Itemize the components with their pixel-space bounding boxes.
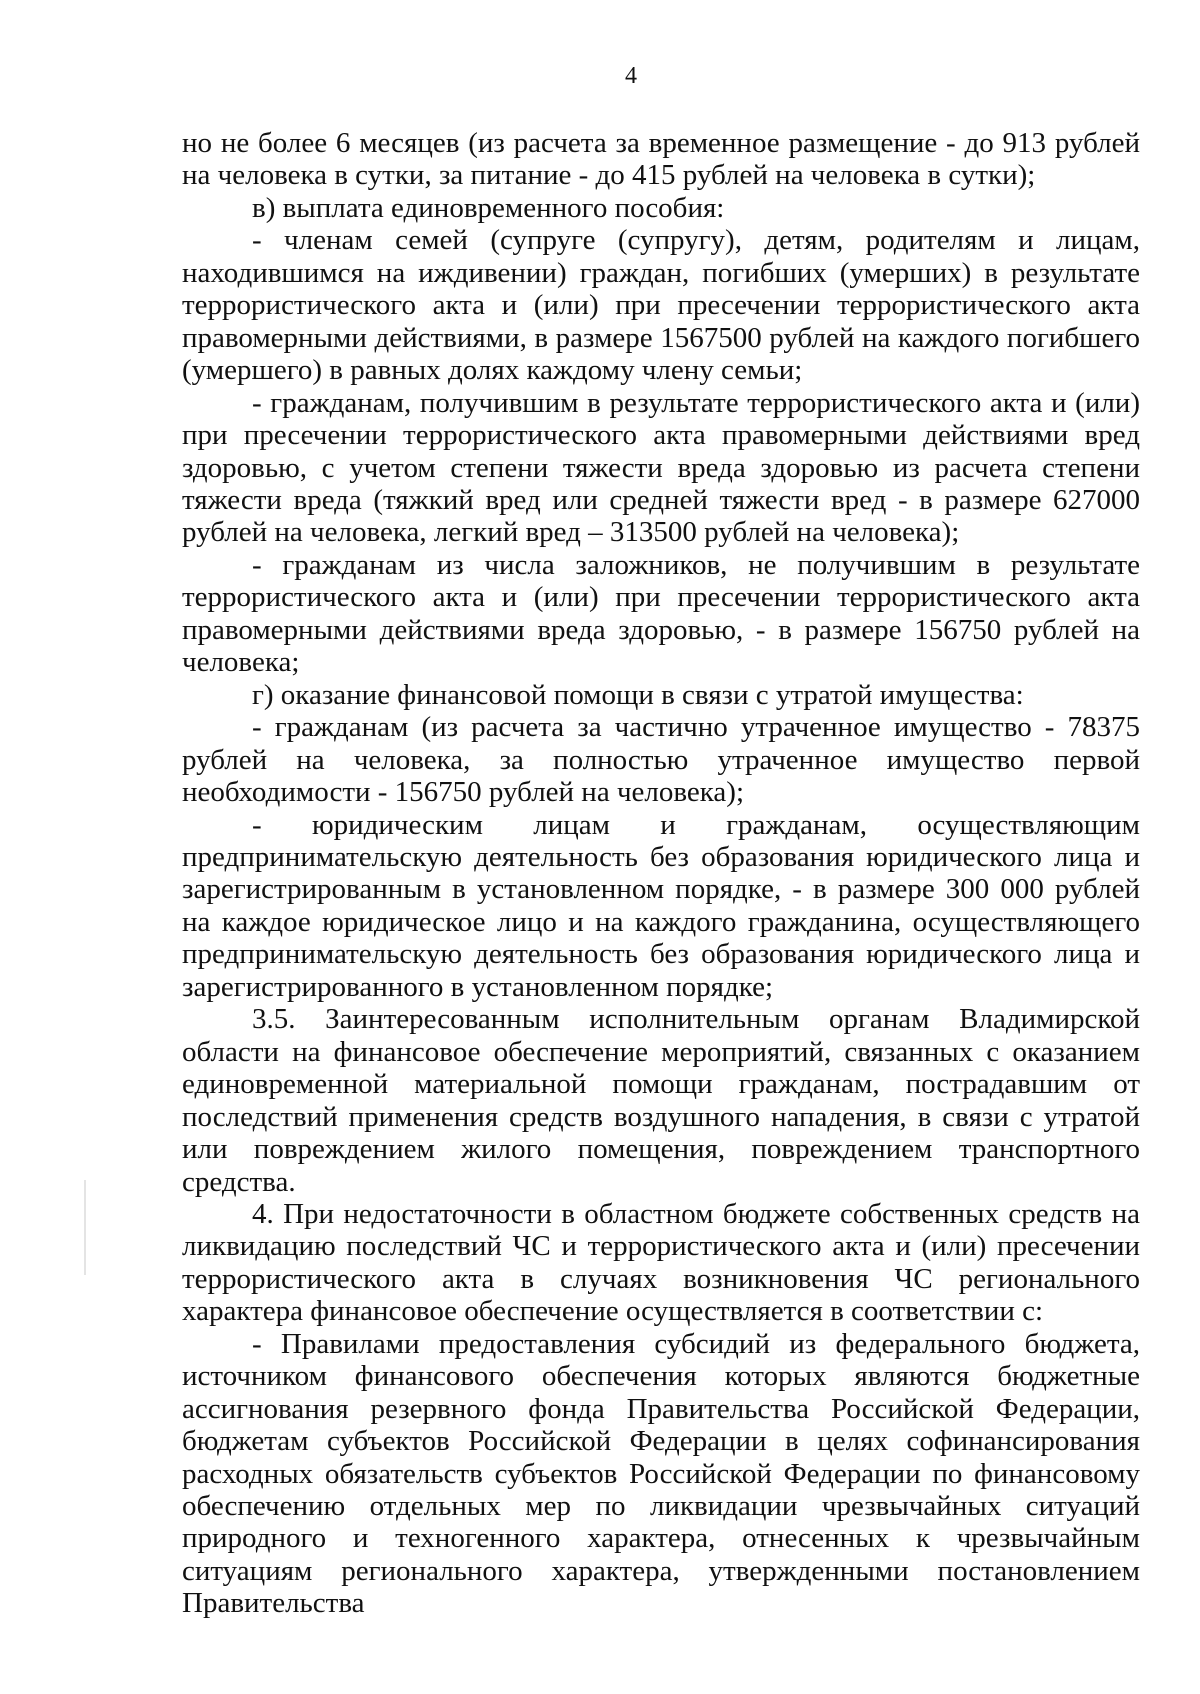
paragraph-item-v: в) выплата единовременного пособия: bbox=[252, 191, 725, 224]
paragraph-injured-citizens: - гражданам, получившим в результате террористического акта и (или) при пресечении террористического акта правомерными действиями вред здоровью, с учетом степени тяжести вреда здоровью из расчета степени тяжести вреда (тяжкий вред или средней тяжести вред - в размере 627000 рублей на человека, легкий вред – 313500 рублей на человека); bbox=[182, 386, 1140, 549]
paragraph-4: 4. При недостаточности в областном бюджете собственных средств на ликвидацию последствий ЧС и террористического акта и (или) пресечении террористического акта в случаях возникновения ЧС регионального характера финансовое обеспечение осуществляется в соответствии с: bbox=[182, 1197, 1140, 1328]
scan-margin-mark bbox=[84, 1180, 86, 1275]
paragraph-family-members: - членам семей (супруге (супругу), детям, родителям и лицам, находившимся на иждивении) граждан, погибших (умерших) в результате террористического акта и (или) при пресечении террористического акта правомерными действиями, в размере 1567500 рублей на каждого погибшего (умершего) в равных долях каждому члену семьи; bbox=[182, 224, 1140, 387]
paragraph-lost-property: - гражданам (из расчета за частично утраченное имущество - 78375 рублей на человека, за полностью утраченное имущество первой необходимости - 156750 рублей на человека); bbox=[182, 711, 1140, 809]
paragraph-legal-entities: - юридическим лицам и гражданам, осуществляющим предпринимательскую деятельность без образования юридического лица и зарегистрированным в установленном порядке, - в размере 300 000 рублей на каждое юридическое лицо и на каждого гражданина, осуществляющего предпринимательскую деятельность без образования юридического лица и зарегистрированного в установленном порядке; bbox=[182, 808, 1140, 1003]
paragraph-hostages: - гражданам из числа заложников, не получившим в результате террористического акта и (или) при пресечении террористического акта правомерными действиями вреда здоровью, - в размере 156750 рублей на человека; bbox=[182, 548, 1140, 679]
paragraph-3-5: 3.5. Заинтересованным исполнительным органам Владимирской области на финансовое обеспечение мероприятий, связанных с оказанием единовременной материальной помощи гражданам, пострадавшим от последствий применения средств воздушного нападения, в связи с утратой или повреждением жилого помещения, повреждением транспортного средства. bbox=[182, 1003, 1140, 1198]
paragraph-continuation: но не более 6 месяцев (из расчета за временное размещение - до 913 рублей на человека в сутки, за питание - до 415 рублей на человека в сутки); bbox=[182, 127, 1140, 192]
paragraph-rules: - Правилами предоставления субсидий из федерального бюджета, источником финансового обеспечения которых являются бюджетные ассигнования резервного фонда Правительства Российской Федерации, бюджетам субъектов Российской Федерации в целях софинансирования расходных обязательств субъектов Российской Федерации по финансовому обеспечению отдельных мер по ликвидации чрезвычайных ситуаций природного и техногенного характера, отнесенных к чрезвычайным ситуациям регионального характера, утвержденными постановлением Правительства bbox=[182, 1327, 1140, 1620]
page-number: 4 bbox=[625, 63, 637, 89]
paragraph-item-g: г) оказание финансовой помощи в связи с утратой имущества: bbox=[252, 678, 1024, 711]
document-body bbox=[182, 127, 1140, 1620]
